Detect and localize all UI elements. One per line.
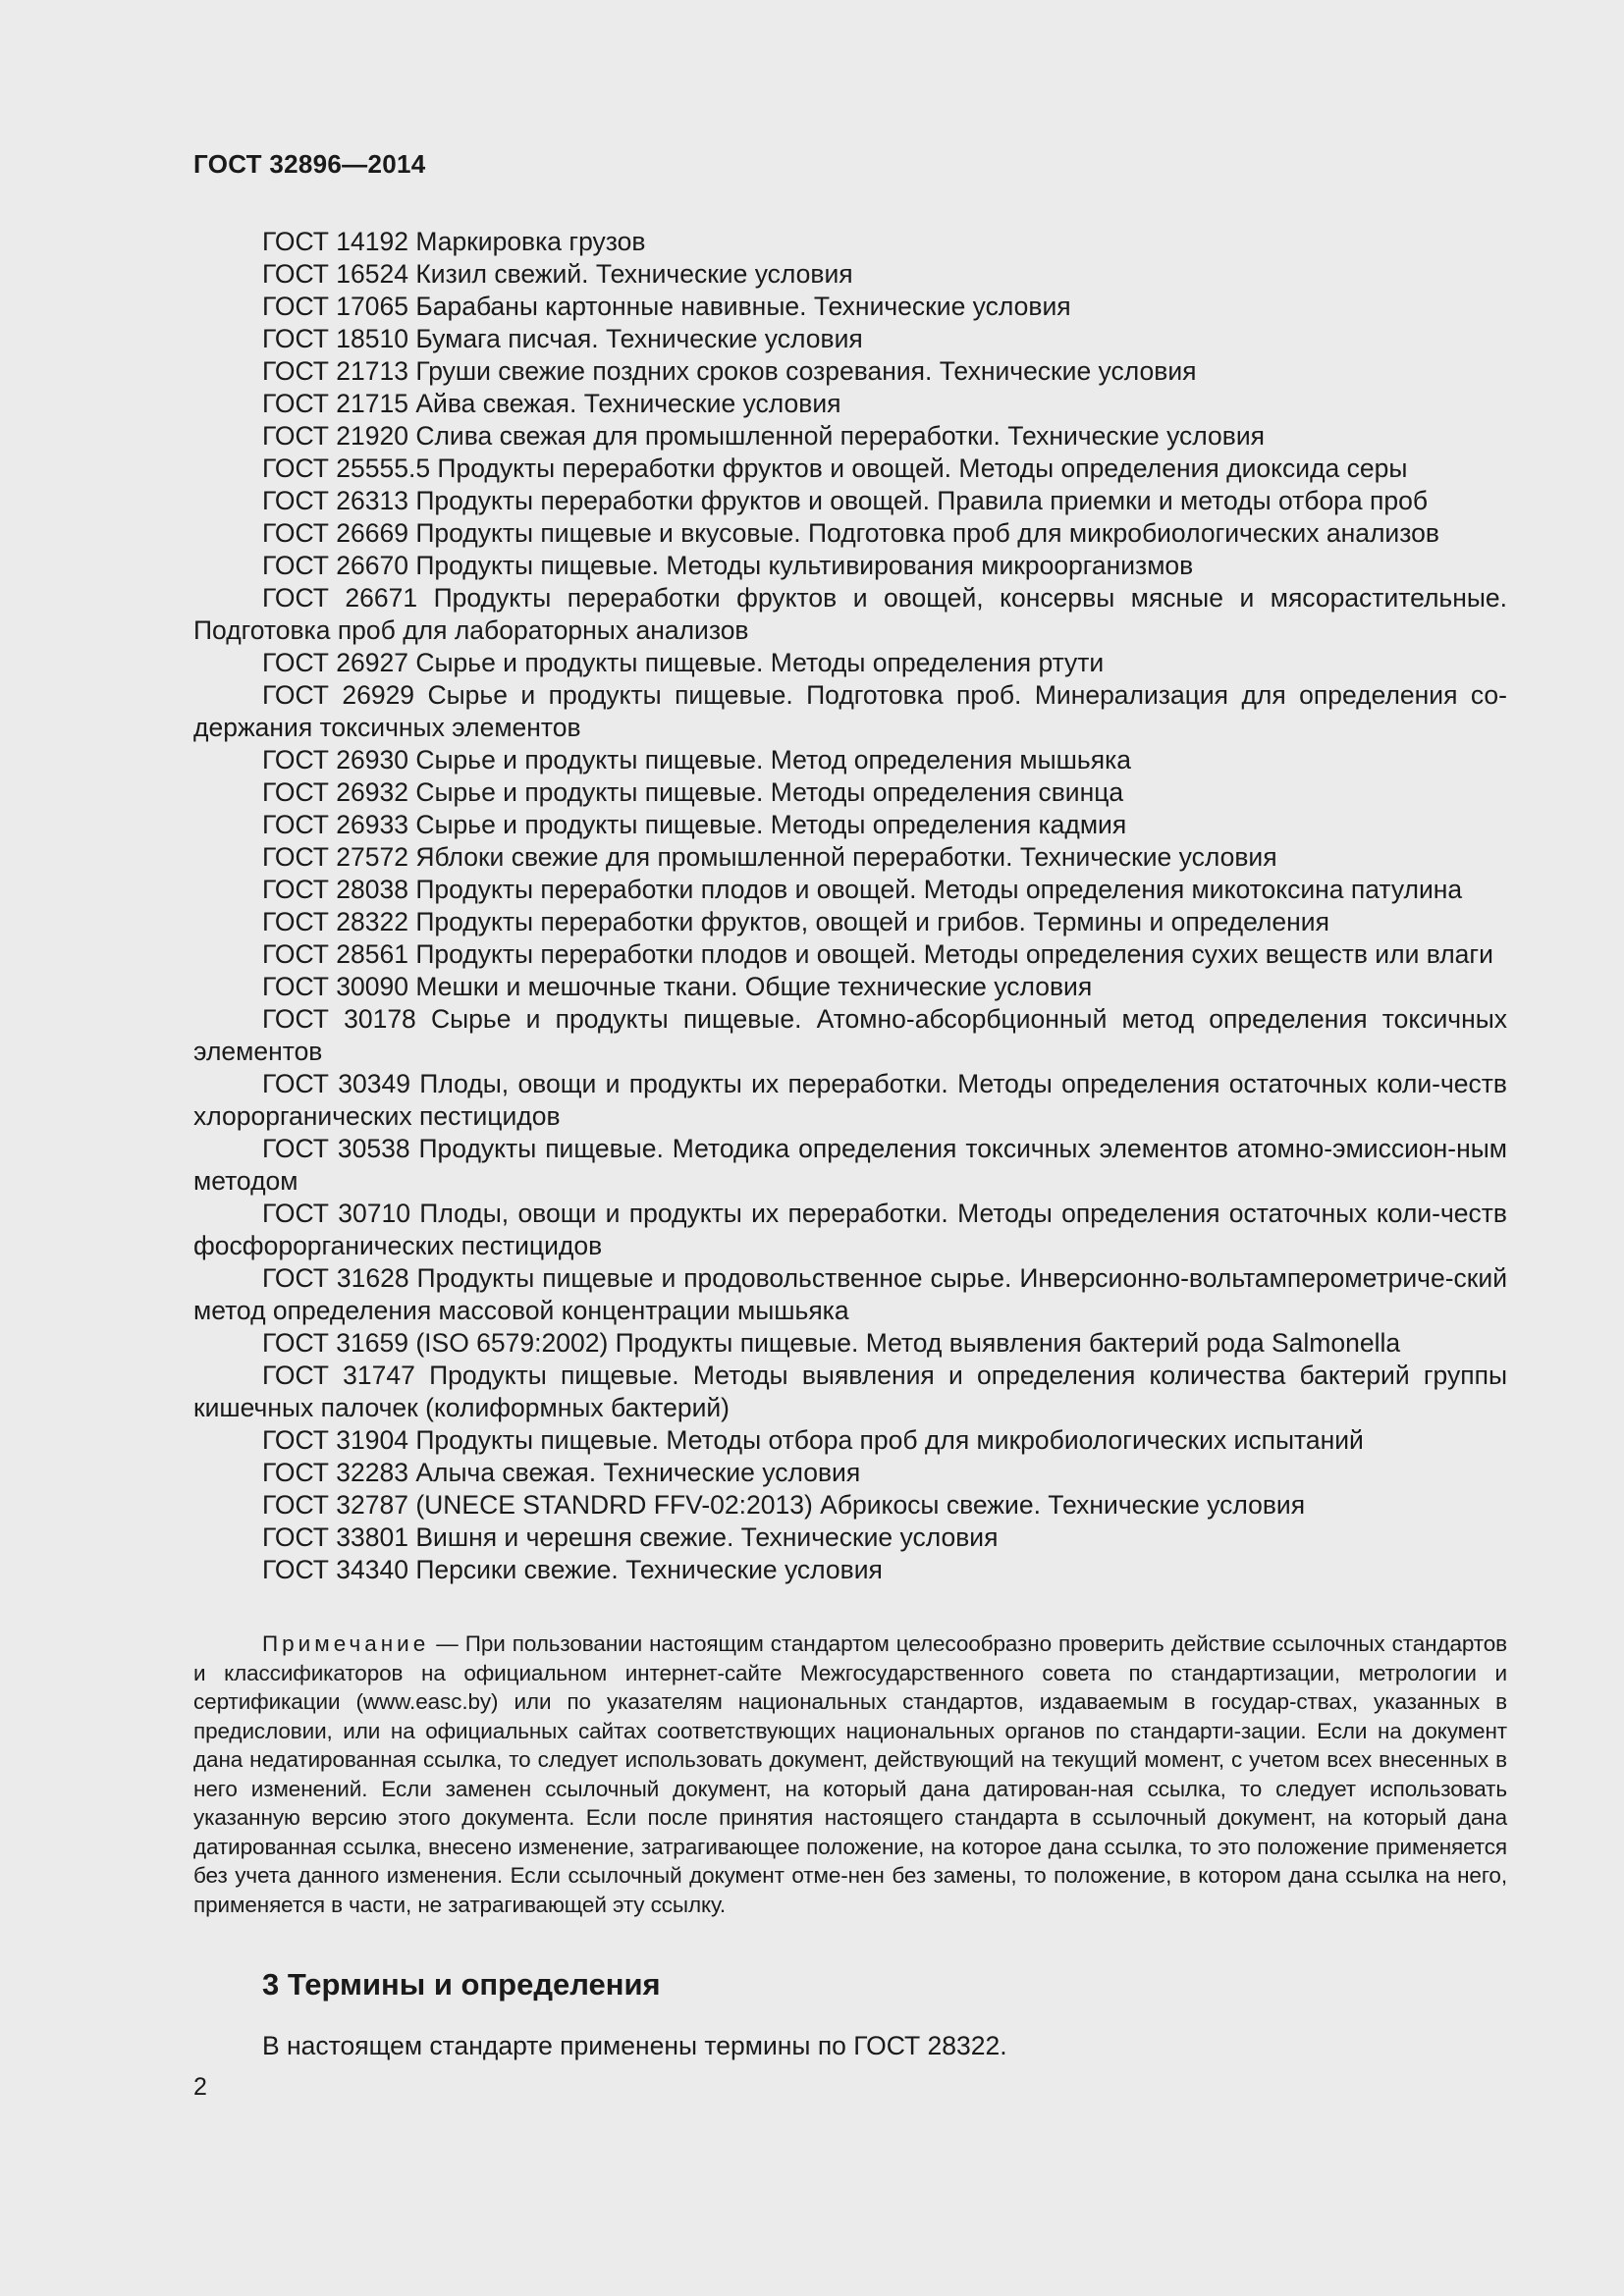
reference-item: ГОСТ 28038 Продукты переработки плодов и овощей. Методы определения микотоксина патулина	[262, 875, 1463, 904]
reference-item: ГОСТ 31747 Продукты пищевые. Методы выявления и определения количества бактерий группы кишечных палочек (колиформных бактерий)	[193, 1361, 1507, 1422]
reference-item: ГОСТ 30710 Плоды, овощи и продукты их переработки. Методы определения остаточных коли-честв фосфорорганических пестицидов	[193, 1199, 1507, 1260]
note-dash: —	[429, 1631, 465, 1656]
reference-item: ГОСТ 32787 (UNECE STANDRD FFV-02:2013) Абрикосы свежие. Технические условия	[262, 1490, 1306, 1520]
document-header: ГОСТ 32896—2014	[193, 149, 426, 179]
reference-item: ГОСТ 30178 Сырье и продукты пищевые. Атомно-абсорбционный метод определения токсичных элементов	[193, 1004, 1507, 1066]
reference-item: ГОСТ 18510 Бумага писчая. Технические условия	[262, 324, 863, 353]
reference-item: ГОСТ 34340 Персики свежие. Технические условия	[262, 1555, 883, 1584]
reference-item: ГОСТ 17065 Барабаны картонные навивные. Технические условия	[262, 292, 1071, 321]
reference-item: ГОСТ 26927 Сырье и продукты пищевые. Методы определения ртути	[262, 648, 1105, 677]
reference-item: ГОСТ 26670 Продукты пищевые. Методы культивирования микроорганизмов	[262, 551, 1194, 580]
note-label: Примечание	[262, 1631, 430, 1656]
note-paragraph	[193, 1629, 1507, 1919]
reference-item: ГОСТ 21920 Слива свежая для промышленной переработки. Технические условия	[262, 421, 1266, 451]
reference-item: ГОСТ 27572 Яблоки свежие для промышленной переработки. Технические условия	[262, 842, 1277, 872]
reference-item: ГОСТ 28322 Продукты переработки фруктов, овощей и грибов. Термины и определения	[262, 907, 1329, 936]
reference-item: ГОСТ 26932 Сырье и продукты пищевые. Методы определения свинца	[262, 777, 1124, 807]
reference-item: ГОСТ 33801 Вишня и черешня свежие. Технические условия	[262, 1522, 999, 1552]
reference-item: ГОСТ 31628 Продукты пищевые и продовольственное сырье. Инверсионно-вольтамперометриче-ский метод определения массовой концентрации мышьяка	[193, 1263, 1507, 1325]
reference-item: ГОСТ 26669 Продукты пищевые и вкусовые. Подготовка проб для микробиологических анализов	[262, 518, 1439, 548]
reference-item: ГОСТ 16524 Кизил свежий. Технические условия	[262, 259, 853, 289]
reference-item: ГОСТ 30538 Продукты пищевые. Методика определения токсичных элементов атомно-эмиссион-ным методом	[193, 1134, 1507, 1196]
reference-item: ГОСТ 26933 Сырье и продукты пищевые. Методы определения кадмия	[262, 810, 1127, 839]
reference-item: ГОСТ 28561 Продукты переработки плодов и овощей. Методы определения сухих веществ или влаги	[262, 939, 1493, 969]
reference-item: ГОСТ 21713 Груши свежие поздних сроков созревания. Технические условия	[262, 356, 1197, 386]
reference-item: ГОСТ 26930 Сырье и продукты пищевые. Метод определения мышьяка	[262, 745, 1132, 774]
reference-item: ГОСТ 31659 (ISO 6579:2002) Продукты пищевые. Метод выявления бактерий рода Salmonella	[262, 1328, 1401, 1358]
reference-item: ГОСТ 31904 Продукты пищевые. Методы отбора проб для микробиологических испытаний	[262, 1425, 1364, 1455]
reference-item: ГОСТ 30090 Мешки и мешочные ткани. Общие технические условия	[262, 972, 1093, 1001]
note-text: При пользовании настоящим стандартом целесообразно проверить действие ссылочных стандартов и классификаторов на официальном интернет-сайте Межгосударственного совета по стандартизации, метрологии и сертификации (www.easc.by) или по указателям национальных стандартов, издаваемым в государ-ствах, указанных в предисловии, или на официальных сайтах соответствующих национальных органов по стандарти-зации. Если на документ дана недатированная ссылка, то следует использовать документ, действующий на текущий момент, с учетом всех внесенных в него изменений. Если заменен ссылочный документ, на который дана датирован-ная ссылка, то следует использовать указанную версию этого документа. Если после принятия настоящего стандарта в ссылочный документ, на который дана датированная ссылка, внесено изменение, затрагивающее положение, на которое дана ссылка, то это положение применяется без учета данного изменения. Если ссылочный документ отме-нен без замены, то положение, в котором дана ссылка на него, применяется в части, не затрагивающей эту ссылку.	[193, 1631, 1508, 1917]
reference-item: ГОСТ 26313 Продукты переработки фруктов и овощей. Правила приемки и методы отбора проб	[262, 486, 1429, 515]
normative-references-list	[193, 226, 1507, 1586]
reference-item: ГОСТ 21715 Айва свежая. Технические условия	[262, 389, 841, 418]
reference-item: ГОСТ 25555.5 Продукты переработки фруктов и овощей. Методы определения диоксида серы	[262, 454, 1408, 483]
reference-item: ГОСТ 26929 Сырье и продукты пищевые. Подготовка проб. Минерализация для определения со-держания токсичных элементов	[193, 680, 1507, 742]
reference-item: ГОСТ 14192 Маркировка грузов	[262, 227, 646, 256]
reference-item: ГОСТ 26671 Продукты переработки фруктов и овощей, консервы мясные и мясорастительные. Подготовка проб для лабораторных анализов	[193, 583, 1507, 645]
reference-item: ГОСТ 30349 Плоды, овощи и продукты их переработки. Методы определения остаточных коли-честв хлорорганических пестицидов	[193, 1069, 1507, 1131]
page-number: 2	[193, 2073, 207, 2101]
section-body-text: В настоящем стандарте применены термины по ГОСТ 28322.	[262, 2031, 1007, 2060]
section-heading: 3 Термины и определения	[262, 1967, 661, 2002]
reference-item: ГОСТ 32283 Алыча свежая. Технические условия	[262, 1458, 861, 1487]
